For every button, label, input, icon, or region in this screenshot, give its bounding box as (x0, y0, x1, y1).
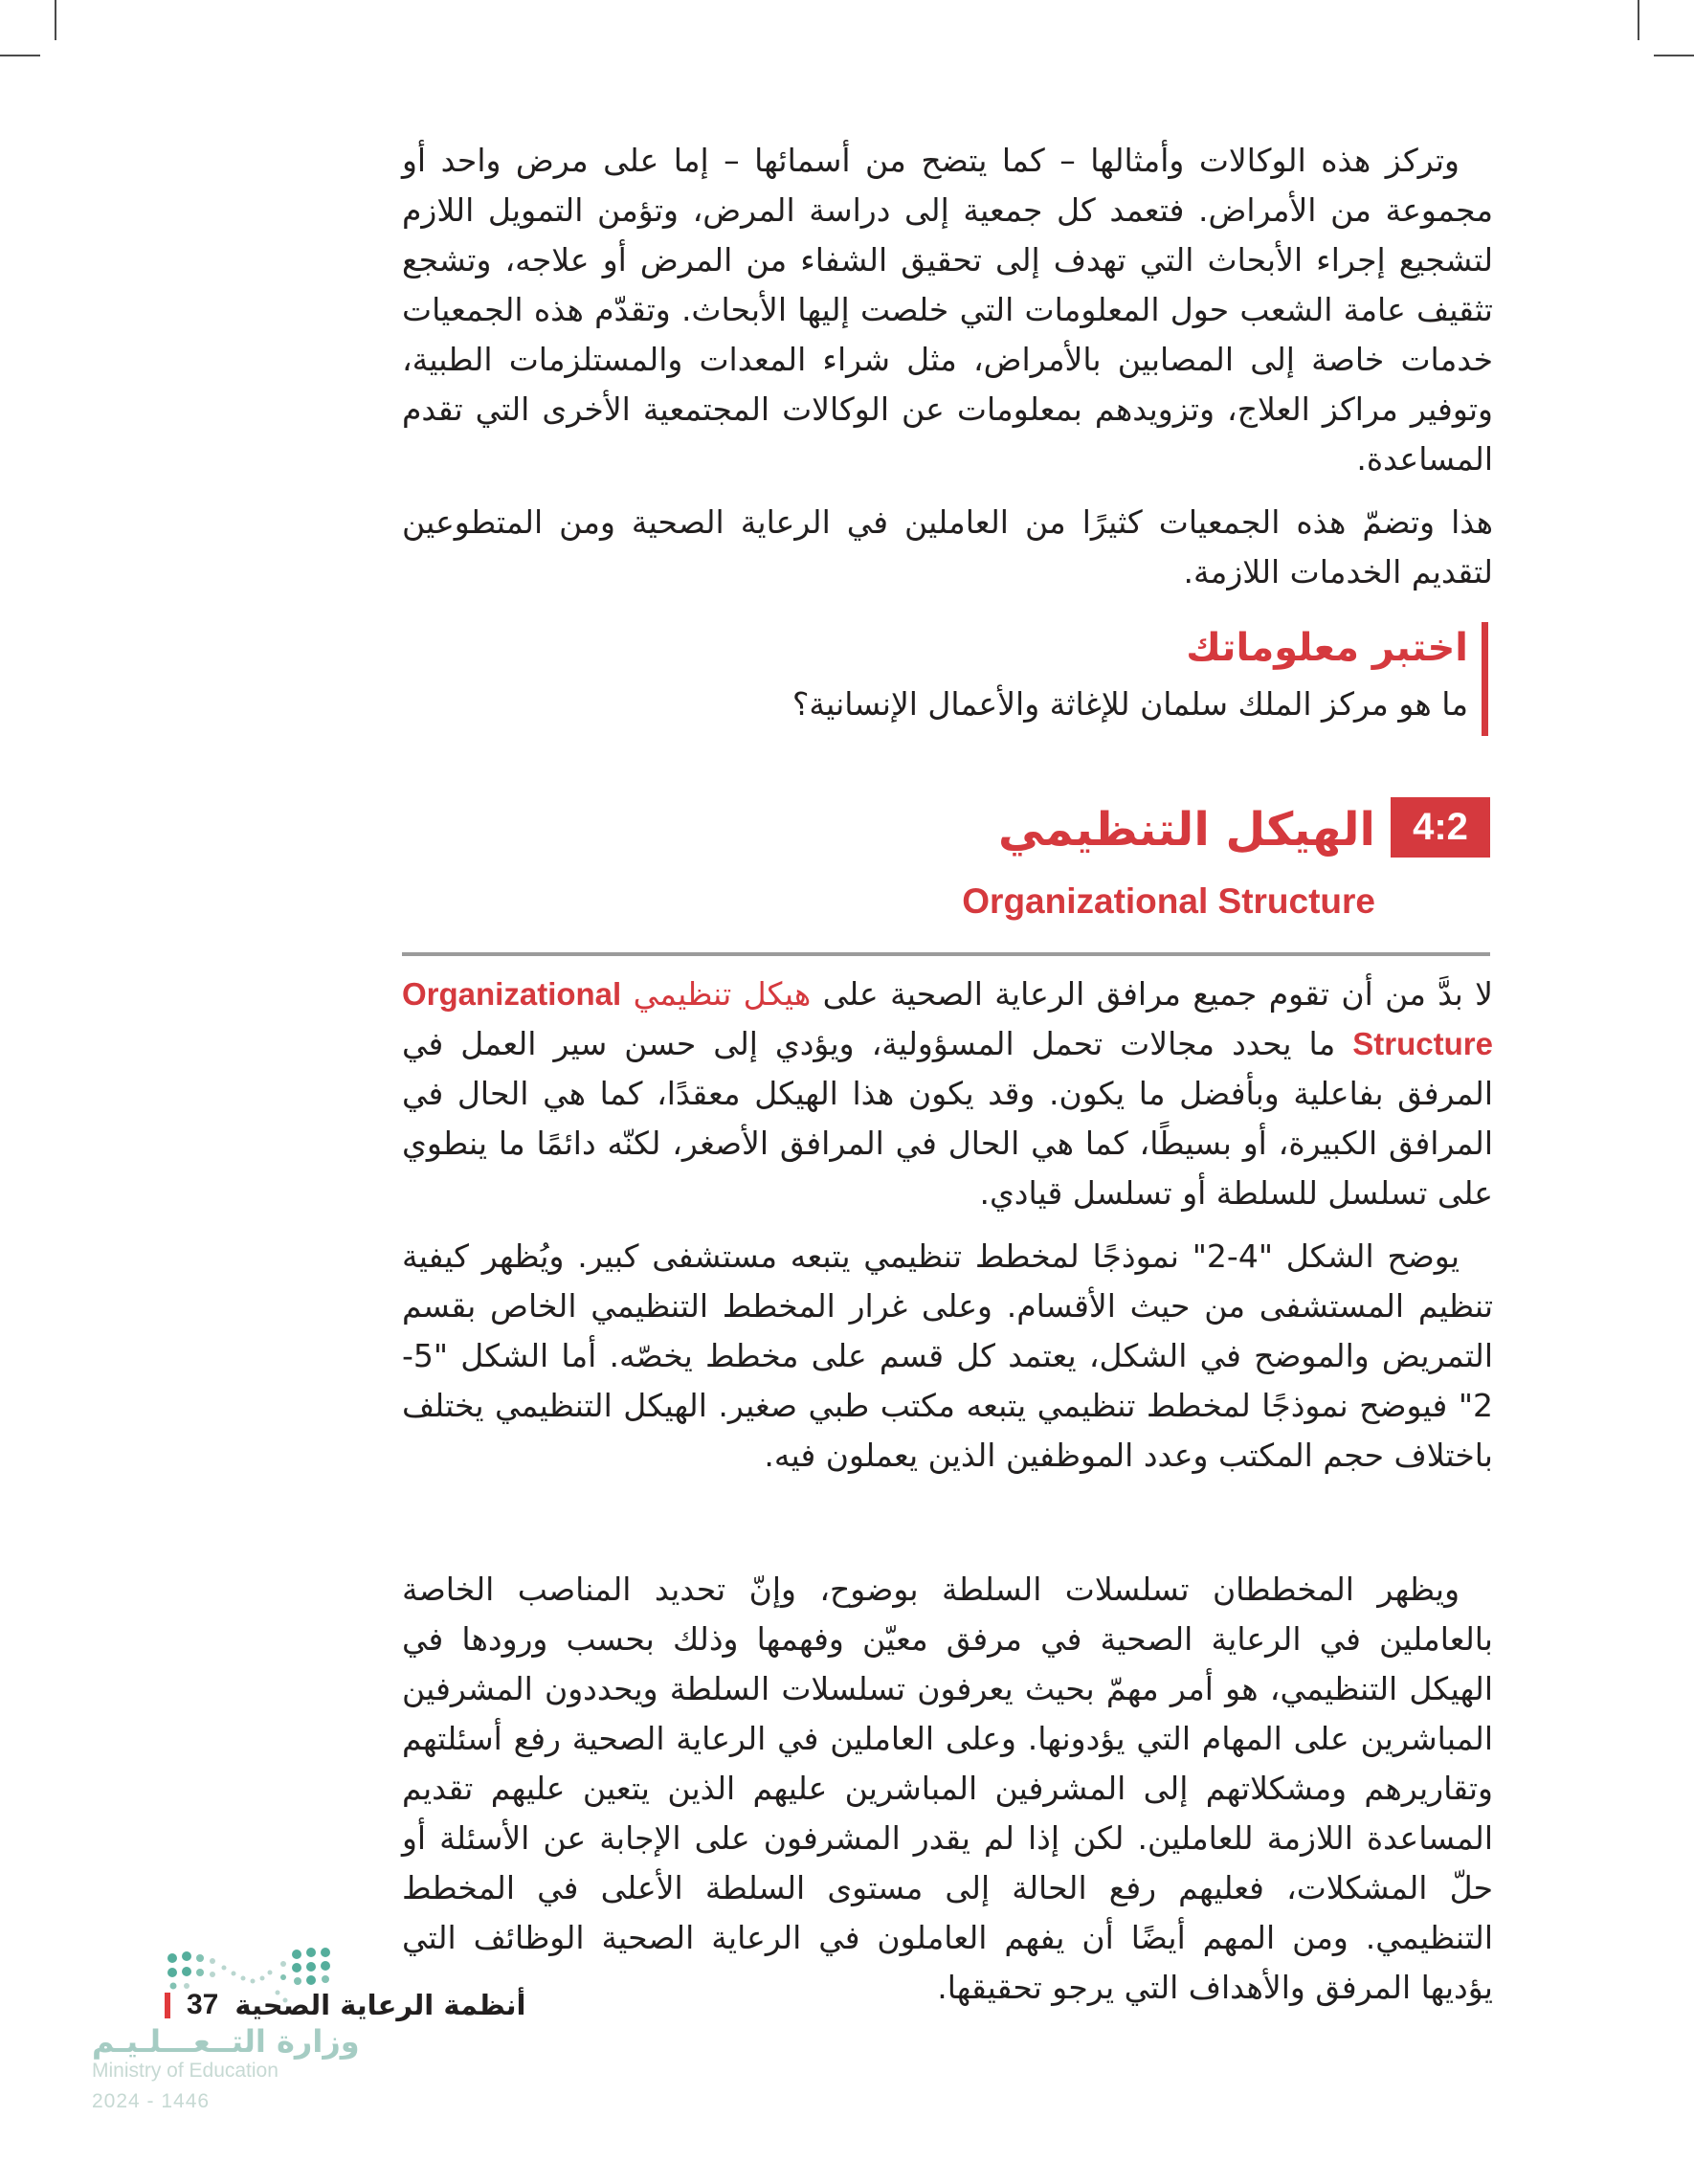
test-your-knowledge-question: ما هو مركز الملك سلمان للإغاثة والأعمال الإنسانية؟ (791, 685, 1468, 723)
section-number: 4:2 (1413, 805, 1468, 848)
test-your-knowledge-block (521, 622, 1488, 736)
p3-text-after: ما يحدد مجالات تحمل المسؤولية، ويؤدي إلى حسن سير العمل في المرفق بفاعلية وبأفضل ما يكون. وقد يكون هذا الهيكل معقدًا، كما هي الحال في المرافق الكبيرة، أو بسيطًا، كما هي الحال في المرافق الأصغر، لكنّه دائمًا ما ينطوي على تسلسل للسلطة أو تسلسل قيادي. (402, 1024, 1493, 1212)
section-divider-rule (402, 952, 1490, 956)
crop-mark-top-right-horizontal (1654, 55, 1694, 56)
ministry-wordmark-arabic: وزارة التــعـــلـيـم (92, 2023, 360, 2060)
crop-mark-top-left-horizontal (0, 55, 40, 56)
test-your-knowledge-heading: اختبر معلوماتك (1186, 626, 1468, 670)
paragraph-figures: يوضح الشكل "4-2" نموذجًا لمخطط تنظيمي يتبعه مستشفى كبير. ويُظهر كيفية تنظيم المستشفى من حيث الأقسام. وعلى غرار المخطط التنظيمي الخاص بقسم التمريض والموضح في الشكل، يعتمد كل قسم على مخطط يخصّه. أما الشكل "5-2" فيوضح نموذجًا لمخطط تنظيمي يتبعه مكتب طبي صغير. الهيكل التنظيمي يختلف باختلاف حجم المكتب وعدد الموظفين الذين يعملون فيه. (402, 1237, 1493, 1474)
paragraph-organizational-structure (402, 969, 1493, 1218)
section-title-arabic: الهيكل التنظيمي (998, 802, 1375, 857)
footer-red-bar (165, 1993, 170, 2018)
section-header (402, 797, 1493, 969)
book-title: أنظمة الرعاية الصحية (234, 1988, 526, 2021)
p3-term-english: Organizational Structure (402, 975, 1493, 1061)
crop-mark-top-right-vertical (1638, 0, 1639, 40)
page-content (402, 136, 1493, 2026)
edition-year: 2024 - 1446 (92, 2090, 211, 2112)
paragraph-chains-of-command: ويظهر المخططان تسلسلات السلطة بوضوح، وإنّ تحديد المناصب الخاصة بالعاملين في الرعاية الصحية في مرفق معيّن وفهمها وذلك بحسب ورودها في الهيكل التنظيمي، هو أمر مهمّ بحيث يعرفون تسلسلات السلطة ويحددون المشرفين المباشرين على المهام التي يؤدونها. وعلى العاملين في الرعاية الصحية رفع أسئلتهم وتقاريرهم ومشكلاتهم إلى المشرفين المباشرين عليهم الذين يتعين عليهم تقديم المساعدة اللازمة للعاملين. لكن إذا لم يقدر المشرفون على الإجابة عن الأسئلة أو حلّ المشكلات، فعليهم رفع الحالة إلى مستوى السلطة الأعلى في المخطط التنظيمي. ومن المهم أيضًا أن يفهم العاملون في الرعاية الصحية الوظائف التي يؤديها المرفق والأهداف التي يرجو تحقيقها. (402, 1570, 1493, 2006)
ministry-wordmark-english: Ministry of Education (92, 2060, 279, 2082)
section-title-english: Organizational Structure (962, 880, 1375, 921)
footer-page-info (165, 1988, 526, 2021)
section-number-box (1391, 797, 1490, 858)
page-number: 37 (187, 1989, 219, 2020)
p3-text-before: لا بدَّ من أن تقوم جميع مرافق الرعاية الصحية على (822, 974, 1493, 1013)
paragraph-volunteers: هذا وتضمّ هذه الجمعيات كثيرًا من العاملين في الرعاية الصحية ومن المتطوعين لتقديم الخدمات اللازمة. (402, 503, 1493, 591)
p3-term-arabic: هيكل تنظيمي (633, 974, 812, 1013)
paragraph-agencies-focus: وتركز هذه الوكالات وأمثالها – كما يتضح من أسمائها – إما على مرض واحد أو مجموعة من الأمراض. فتعمد كل جمعية إلى دراسة المرض، وتؤمن التمويل اللازم لتشجيع إجراء الأبحاث التي تهدف إلى تحقيق الشفاء من المرض أو علاجه، وتشجع تثقيف عامة الشعب حول المعلومات التي خلصت إليها الأبحاث. وتقدّم هذه الجمعيات خدمات خاصة إلى المصابين بالأمراض، مثل شراء المعدات والمستلزمات الطبية، وتوفير مراكز العلاج، وتزويدهم بمعلومات عن الوكالات المجتمعية الأخرى التي تقدم المساعدة. (402, 142, 1493, 478)
crop-mark-top-left-vertical (55, 0, 56, 40)
